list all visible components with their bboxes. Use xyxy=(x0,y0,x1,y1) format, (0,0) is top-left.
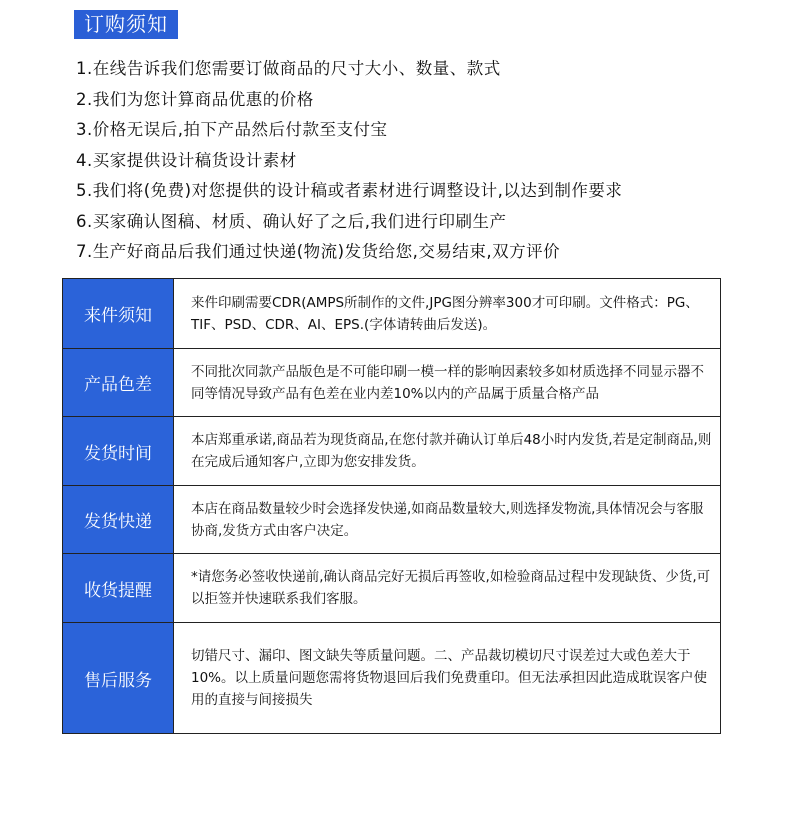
table-row xyxy=(63,554,721,623)
order-steps xyxy=(76,54,622,268)
row-text: 本店郑重承诺,商品若为现货商品,在您付款并确认订单后48小时内发货,若是定制商品,则在完成后通知客户,立即为您安排发货。 xyxy=(174,417,721,486)
table-row xyxy=(63,417,721,486)
notice-table xyxy=(62,278,721,734)
step-item: 4.买家提供设计稿货设计素材 xyxy=(76,150,297,170)
step-item: 3.价格无误后,拍下产品然后付款至支付宝 xyxy=(76,120,388,139)
row-label: 收货提醒 xyxy=(63,554,174,623)
table-row xyxy=(63,349,721,417)
step-item: 6.买家确认图稿、材质、确认好了之后,我们进行印刷生产 xyxy=(76,211,507,231)
step-item: 7.生产好商品后我们通过快递(物流)发货给您,交易结束,双方评价 xyxy=(76,242,561,261)
row-label: 售后服务 xyxy=(63,623,174,734)
row-text: *请您务必签收快递前,确认商品完好无损后再签收,如检验商品过程中发现缺货、少货,可以拒签并快速联系我们客服。 xyxy=(174,554,721,623)
step-item: 5.我们将(免费)对您提供的设计稿或者素材进行调整设计,以达到制作要求 xyxy=(76,181,623,200)
row-label: 发货时间 xyxy=(63,417,174,486)
table-row xyxy=(63,623,721,734)
step-item: 1.在线告诉我们您需要订做商品的尺寸大小、数量、款式 xyxy=(76,59,501,78)
row-text: 不同批次同款产品版色是不可能印刷一模一样的影响因素较多如材质选择不同显示器不同等情况导致产品有色差在业内差10%以内的产品属于质量合格产品 xyxy=(174,349,721,417)
row-label: 产品色差 xyxy=(63,349,174,417)
section-title: 订购须知 xyxy=(74,10,178,39)
table-row xyxy=(63,279,721,349)
row-text: 本店在商品数量较少时会选择发快递,如商品数量较大,则选择发物流,具体情况会与客服协商,发货方式由客户决定。 xyxy=(174,486,721,554)
row-label: 来件须知 xyxy=(63,279,174,349)
row-text: 来件印刷需要CDR(AMPS所制作的文件,JPG图分辨率300才可印刷。文件格式：PG、TIF、PSD、CDR、AI、EPS.(字体请转曲后发送)。 xyxy=(174,279,721,349)
row-text: 切错尺寸、漏印、图文缺失等质量问题。二、产品裁切模切尺寸误差过大或色差大于10%。以上质量问题您需将货物退回后我们免费重印。但无法承担因此造成耽误客户使用的直接与间接损失 xyxy=(174,623,721,734)
table-row xyxy=(63,486,721,554)
step-item: 2.我们为您计算商品优惠的价格 xyxy=(76,89,314,109)
row-label: 发货快递 xyxy=(63,486,174,554)
